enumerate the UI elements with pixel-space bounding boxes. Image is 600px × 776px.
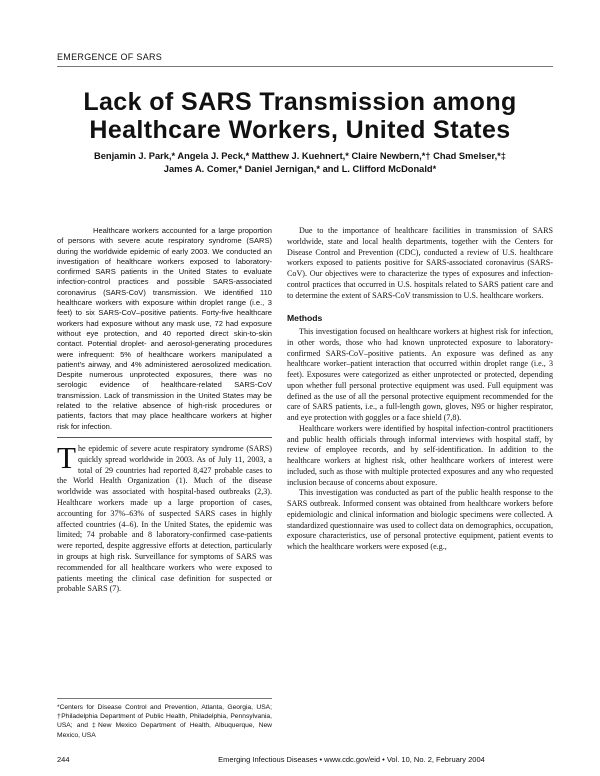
article-title: Lack of SARS Transmission among Healthcare Workers, United States bbox=[83, 88, 517, 144]
abstract bbox=[57, 226, 272, 432]
methods-heading: Methods bbox=[287, 313, 323, 324]
affiliation-footnote: *Centers for Disease Control and Prevention, Atlanta, Georgia, USA; †Philadelphia Department of Public Health, Philadelphia, Pennsylvania, USA; and ‡New Mexico Department of Health, Albuquerque, New Mexico, USA bbox=[57, 704, 272, 739]
body-paragraph-1: Due to the importance of healthcare facilities in transmission of SARS worldwide, state and local health departments, together with the Centers for Disease Control and Prevention (CDC), conducted a review of U.S. healthcare workers exposed to patients positive for SARS-associated coronavirus (SARS-CoV). Our objectives were to characterize the types of exposures and infection-control practices that occurred in U.S. hospitals related to SARS patient care and to determine the extent of SARS-CoV transmission to U.S. healthcare workers. bbox=[287, 226, 553, 300]
page-number: 244 bbox=[57, 755, 70, 764]
body-paragraph-2: This investigation focused on healthcare workers at highest risk for infection, in other words, those who had known unprotected exposure to laboratory-confirmed SARS-CoV–positive patients. An exposure was defined as any healthcare worker–patient interaction that occurred within droplet range (i.e., 3 feet). Exposures were categorized as either unprotected or protected, depending upon whether full personal protective equipment was used. Full equipment was defined as the use of all the personal protective equipment recommended for the care of SARS patients, i.e., a full-length gown, gloves, N95 or higher respirator, and eye protection with goggles or a face shield (7,8). bbox=[287, 327, 553, 422]
drop-cap: T bbox=[57, 440, 76, 475]
footnote-rule bbox=[57, 698, 272, 699]
author-line-1: Benjamin J. Park,* Angela J. Peck,* Matthew J. Kuehnert,* Claire Newbern,*† Chad Smelser,*‡ bbox=[94, 151, 506, 161]
header-rule bbox=[57, 66, 553, 67]
intro-paragraph bbox=[57, 440, 272, 595]
author-list bbox=[60, 150, 540, 176]
abstract-text: Healthcare workers accounted for a large proportion of persons with severe acute respiratory syndrome (SARS) during the worldwide epidemic of early 2003. We conducted an investigation of healthcare workers exposed to laboratory-confirmed SARS patients in the United States to evaluate infection-control practices and possible SARS-associated coronavirus (SARS-CoV) transmission. We identified 110 healthcare workers with exposure within droplet range (i.e., 3 feet) to six SARS-CoV–positive patients. Forty-five healthcare workers had exposure without any mask use, 72 had exposure without eye protection, and 40 reported direct skin-to-skin contact. Potential droplet- and aerosol-generating procedures were infrequent: 5% of healthcare workers manipulated a patient's airway, and 4% administered aerosolized medication. Despite numerous unprotected exposures, there was no serologic evidence of healthcare-related SARS-CoV transmission. Lack of transmission in the United States may be related to the relative absence of high-risk procedures or patients, factors that may place healthcare workers at higher risk for infection. bbox=[57, 226, 272, 431]
intro-text: he epidemic of severe acute respiratory syndrome (SARS) quickly spread worldwide in 2003. As of July 11, 2003, a total of 29 countries had reported 8,427 probable cases to the World Health Organization (1). Much of the disease worldwide was associated with hospital-based outbreaks (2,3). Healthcare workers made up a large proportion of cases, accounting for 37%–63% of suspected SARS cases in highly affected countries (4–6). In the United States, the epidemic was limited; 74 probable and 8 laboratory-confirmed case-patients were reported, despite aggressive efforts at detection, particularly in groups at high risk. Surveillance for symptoms of SARS was recommended for all healthcare workers who were exposed to patients meeting the clinical case definition for suspected or probable SARS (7). bbox=[57, 444, 272, 594]
section-label: EMERGENCE OF SARS bbox=[57, 52, 163, 62]
journal-footer: Emerging Infectious Diseases • www.cdc.gov/eid • Vol. 10, No. 2, February 2004 bbox=[218, 755, 485, 764]
author-line-2: James A. Comer,* Daniel Jernigan,* and L. Clifford McDonald* bbox=[163, 164, 437, 174]
body-paragraph-3: Healthcare workers were identified by hospital infection-control practitioners and public health officials through informal interviews with hospital staff, by review of employee records, and by self-identification. In addition to the healthcare workers at highest risk, other healthcare workers of interest were included, such as those with multiple protected exposures and any who requested inclusion because of concerns about exposure. bbox=[287, 423, 553, 487]
body-paragraph-4: This investigation was conducted as part of the public health response to the SARS outbreak. Informed consent was obtained from healthcare workers before epidemiologic and clinical information and biologic specimens were collected. A standardized questionnaire was used to collect data on demographics, occupation, exposure characteristics, use of personal protective equipment, patient events to which the healthcare workers were exposed (e.g., bbox=[287, 488, 553, 551]
abstract-rule bbox=[57, 437, 272, 438]
right-column bbox=[287, 226, 553, 553]
